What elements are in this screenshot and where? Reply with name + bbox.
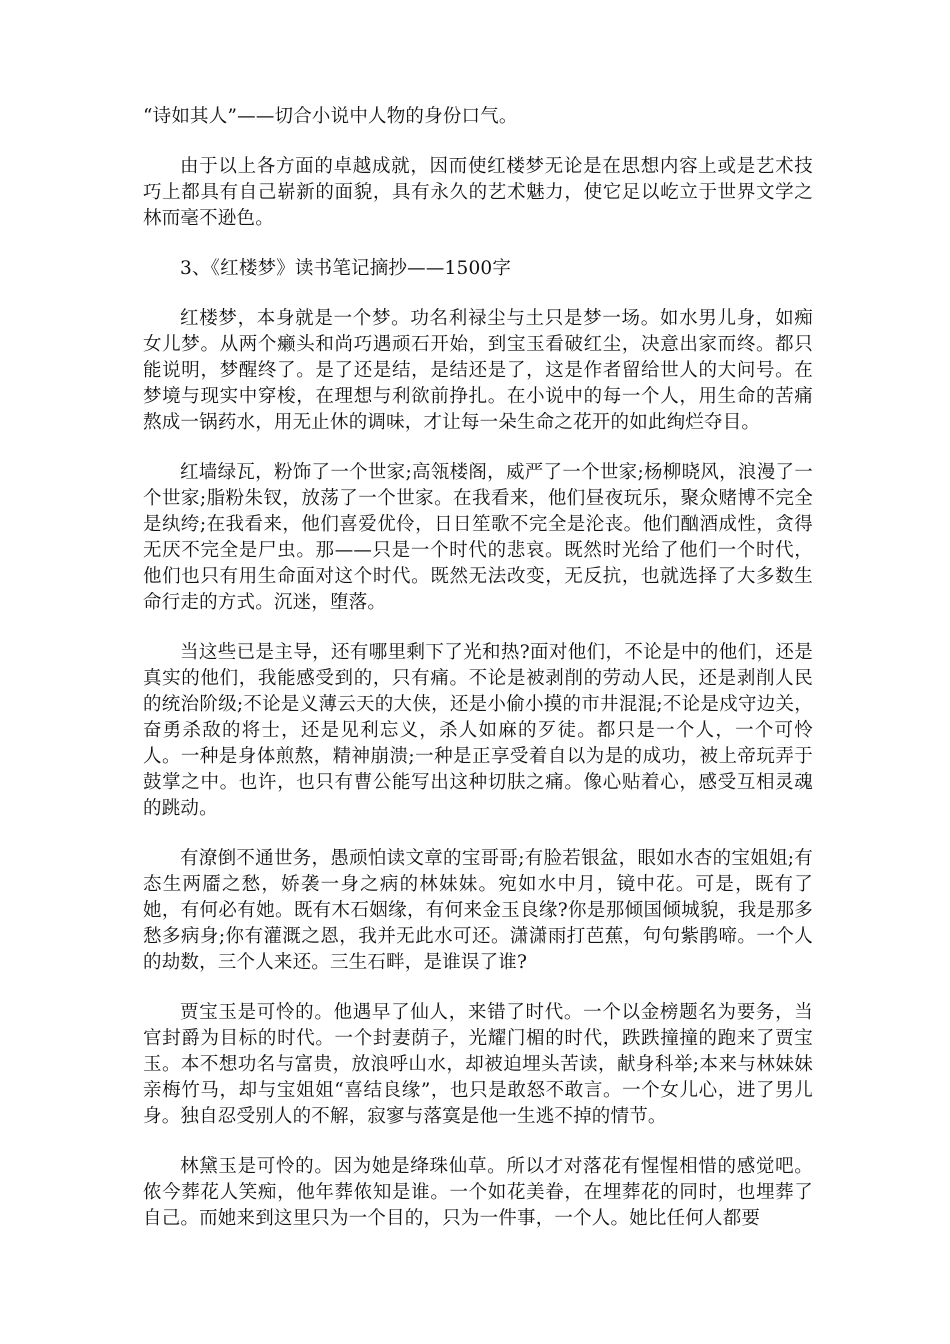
paragraph-dream: 红楼梦，本身就是一个梦。功名利禄尘与土只是梦一场。如水男儿身，如痴女儿梦。从两个癞头和尚巧遇顽石开始，到宝玉看破红尘，决意出家而终。都只能说明，梦醒终了。是了还是结，是结还是了，这是作者留给世人的大问号。在梦境与现实中穿梭，在理想与利欲前挣扎。在小说中的每一个人，用生命的苦痛熬成一锅药水，用无止休的调味，才让每一朵生命之花开的如此绚烂夺目。 (143, 308, 813, 433)
document-body (143, 104, 813, 1256)
paragraph-poem-quote: “诗如其人”——切合小说中人物的身份口气。 (143, 106, 518, 127)
paragraph-characters: 有潦倒不通世务，愚顽怕读文章的宝哥哥;有脸若银盆，眼如水杏的宝姐姐;有态生两靥之愁，娇袭一身之病的林妹妹。宛如水中月，镜中花。可是，既有了她，有何必有她。既有木石姻缘，有何来金玉良缘?你是那倾国倾城貌，我是那多愁多病身;你有灌溉之恩，我并无此水可还。潇潇雨打芭蕉，句句紫鹃啼。一个人的劫数，三个人来还。三生石畔，是谁误了谁? (143, 848, 813, 973)
paragraph-pain: 当这些已是主导，还有哪里剩下了光和热?面对他们，不论是中的他们，还是真实的他们，我能感受到的，只有痛。不论是被剥削的劳动人民，还是剥削人民的统治阶级;不论是义薄云天的大侠，还是小偷小摸的市井混混;不论是戍守边关，奋勇杀敌的将士，还是见利忘义，杀人如麻的歹徒。都只是一个人，一个可怜人。一种是身体煎熬，精神崩溃;一种是正享受着自以为是的成功，被上帝玩弄于鼓掌之中。也许，也只有曹公能写出这种切肤之痛。像心贴着心，感受互相灵魂的跳动。 (143, 642, 813, 819)
paragraph-summary: 由于以上各方面的卓越成就，因而使红楼梦无论是在思想内容上或是艺术技巧上都具有自己崭新的面貌，具有永久的艺术魅力，使它足以屹立于世界文学之林而毫不逊色。 (143, 156, 813, 229)
paragraph-family: 红墙绿瓦，粉饰了一个世家;高瓴楼阁，威严了一个世家;杨柳晓风，浪漫了一个世家;脂粉朱钗，放荡了一个世家。在我看来，他们昼夜玩乐，聚众赌博不完全是纨绔;在我看来，他们喜爱优伶，日日笙歌不完全是沦丧。他们酗酒成性，贪得无厌不完全是尸虫。那——只是一个时代的悲哀。既然时光给了他们一个时代，他们也只有用生命面对这个时代。既然无法改变，无反抗，也就选择了大多数生命行走的方式。沉迷，堕落。 (143, 462, 813, 613)
paragraph-baoyu: 贾宝玉是可怜的。他遇早了仙人，来错了时代。一个以金榜题名为要务，当官封爵为目标的时代。一个封妻荫子，光耀门楣的时代，跌跌撞撞的跑来了贾宝玉。本不想功名与富贵，放浪呼山水，却被迫埋头苦读，献身科举;本来与林妹妹亲梅竹马，却与宝姐姐“喜结良缘”，也只是敢怒不敢言。一个女儿心，进了男儿身。独自忍受别人的不解，寂寥与落寞是他一生逃不掉的情节。 (143, 1002, 813, 1127)
section-heading: 3、《红楼梦》读书笔记摘抄——1500字 (180, 258, 512, 279)
paragraph-daiyu: 林黛玉是可怜的。因为她是绛珠仙草。所以才对落花有惺惺相惜的感觉吧。侬今葬花人笑痴，他年葬侬知是谁。一个如花美眷，在埋葬花的同时，也埋葬了自己。而她来到这里只为一个目的，只为一件事，一个人。她比任何人都要 (143, 1156, 813, 1229)
